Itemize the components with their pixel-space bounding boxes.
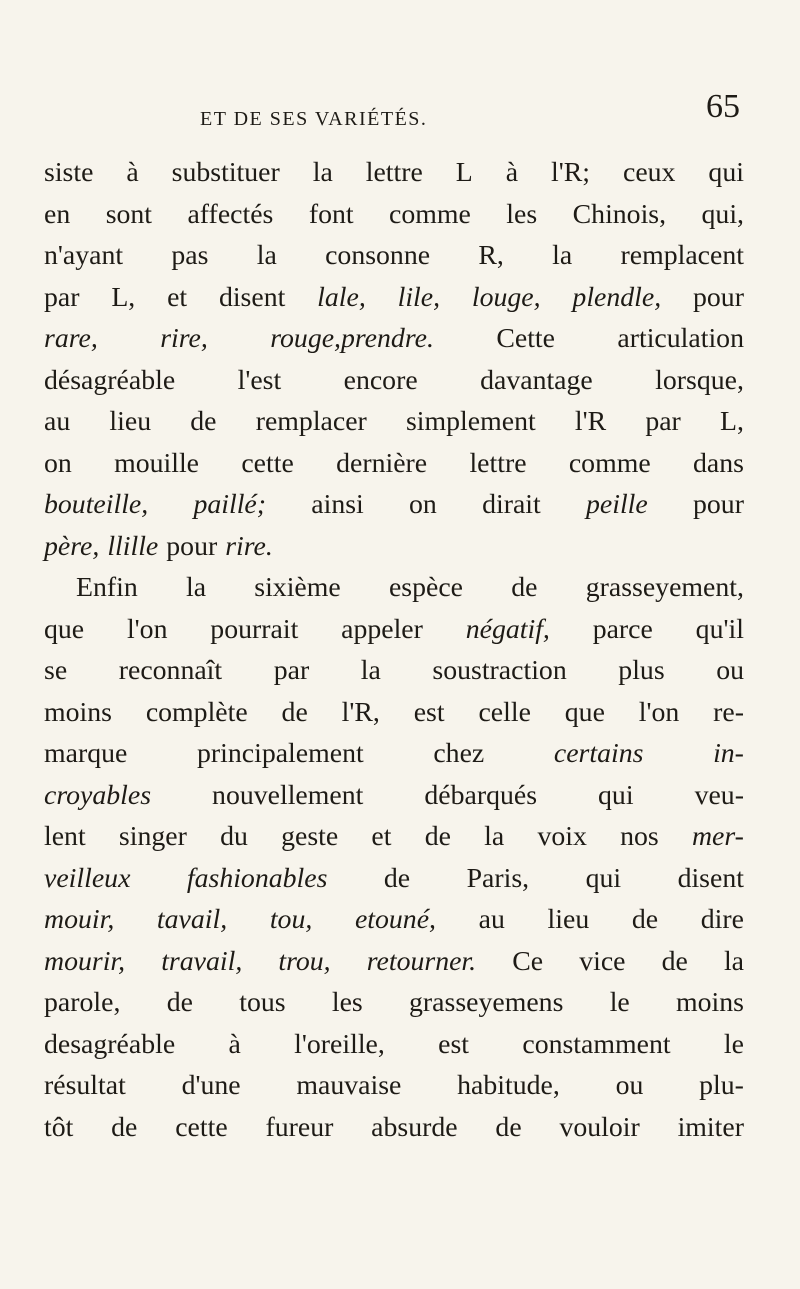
word: parole, <box>44 987 121 1018</box>
word: simplement <box>405 406 536 437</box>
word: Chinois, <box>572 198 667 230</box>
word: d'une <box>181 1070 241 1101</box>
word: qui <box>708 157 744 188</box>
text-line <box>44 1107 744 1149</box>
running-head: ET DE SES VARIÉTÉS. <box>200 108 428 130</box>
italic-word: paillé; <box>193 489 267 520</box>
italic-word: tavail, <box>156 904 228 935</box>
word: de <box>631 904 659 935</box>
text-line <box>44 941 744 983</box>
word: on <box>44 447 72 479</box>
word: davantage <box>480 364 593 396</box>
word: l'est <box>237 364 282 396</box>
italic-word: trou, <box>278 945 331 977</box>
word: vice <box>579 945 626 977</box>
word: L, <box>719 406 744 437</box>
word: dire <box>700 904 744 935</box>
word: de <box>166 987 193 1018</box>
word: Paris, <box>466 862 530 894</box>
text-line <box>44 318 744 360</box>
word: appeler <box>341 613 423 645</box>
word: à <box>126 157 139 188</box>
text-line <box>44 484 744 526</box>
word: de <box>661 945 688 977</box>
page-header <box>120 88 740 138</box>
word: qu'il <box>695 613 744 645</box>
word: ou <box>716 655 744 686</box>
word: plus <box>618 655 665 686</box>
word: que <box>564 696 605 728</box>
word: de <box>111 1111 138 1143</box>
word: marque <box>44 738 128 769</box>
italic-word: rire, <box>160 323 208 354</box>
word: chez <box>433 738 485 769</box>
word: se <box>44 655 68 686</box>
word: celle <box>478 696 531 728</box>
word: articulation <box>617 323 744 354</box>
word: disent <box>218 281 286 313</box>
italic-word: lale, <box>317 281 366 313</box>
word: lettre <box>365 157 423 188</box>
word: sont <box>105 198 153 230</box>
word: dans <box>692 447 744 479</box>
word: résultat <box>44 1070 126 1101</box>
word: la <box>552 240 573 271</box>
word: moins <box>676 987 744 1018</box>
word: lorsque, <box>655 364 744 396</box>
word: nos <box>620 821 659 852</box>
italic-word: travail, <box>161 945 243 977</box>
word: principalement <box>196 738 364 769</box>
word: ceux <box>622 157 676 188</box>
word: de <box>383 862 411 894</box>
word: le <box>609 987 630 1018</box>
word: cette <box>241 447 294 479</box>
word: l'R, <box>341 696 380 728</box>
word: l'R; <box>551 157 591 188</box>
word: font <box>308 198 354 230</box>
word: la <box>360 655 381 686</box>
italic-word: mer- <box>691 821 744 852</box>
word: l'R <box>574 406 607 437</box>
word: de <box>424 821 451 852</box>
word: re- <box>713 696 744 728</box>
italic-word: certains <box>553 738 644 769</box>
word: lieu <box>109 406 152 437</box>
word: parce <box>592 613 653 645</box>
word: constamment <box>522 1028 671 1060</box>
italic-word: mourir, <box>44 945 126 977</box>
word: lieu <box>547 904 590 935</box>
italic-word: louge, <box>471 281 541 313</box>
word: n'ayant <box>44 240 124 271</box>
word: par <box>645 406 681 437</box>
word: que <box>44 613 85 645</box>
text-line <box>44 401 744 443</box>
word: grasseyemens <box>409 987 564 1018</box>
word: de <box>190 406 217 437</box>
word: vouloir <box>559 1111 640 1143</box>
word: comme <box>389 198 471 230</box>
word: affectés <box>187 198 274 230</box>
word: à <box>505 157 519 188</box>
text-line <box>44 692 744 734</box>
word: veu- <box>694 779 744 811</box>
word: nouvellement <box>212 779 364 811</box>
text-line <box>44 1065 744 1107</box>
word: dirait <box>482 489 541 520</box>
word: à <box>228 1028 241 1060</box>
word: absurde <box>371 1111 458 1143</box>
text-line <box>44 567 744 609</box>
word: les <box>506 198 538 230</box>
word: disent <box>677 862 744 894</box>
word: de <box>495 1111 522 1143</box>
text-line <box>44 1024 744 1066</box>
italic-word: rouge,prendre. <box>270 323 434 354</box>
italic-word: tou, <box>269 904 313 935</box>
body-text <box>44 152 744 1148</box>
text-line <box>44 733 744 775</box>
word: la <box>256 240 277 271</box>
word: ou <box>615 1070 644 1101</box>
italic-word: négatif, <box>465 613 550 645</box>
word: desagréable <box>44 1028 176 1060</box>
text-line <box>44 152 744 194</box>
word: sixième <box>254 572 341 603</box>
word: cette <box>175 1111 228 1143</box>
word: la <box>185 572 207 603</box>
word: L, <box>111 281 136 313</box>
text-line <box>44 443 744 485</box>
page-number: 65 <box>706 88 740 125</box>
word: la <box>484 821 505 852</box>
word: L <box>455 157 473 188</box>
word: lent <box>44 821 86 852</box>
word: désagréable <box>44 364 176 396</box>
word: geste <box>281 821 339 852</box>
word: le <box>723 1028 744 1060</box>
word: pas <box>171 240 209 271</box>
word: fureur <box>265 1111 334 1143</box>
word: soustraction <box>432 655 567 686</box>
word: pourrait <box>210 613 299 645</box>
italic-word: rare, <box>44 323 98 354</box>
word: Cette <box>496 323 555 354</box>
italic-word: lile, <box>397 281 441 313</box>
word: imiter <box>677 1111 744 1143</box>
word: les <box>331 987 363 1018</box>
word: l'on <box>126 613 168 645</box>
word: est <box>413 696 445 728</box>
word: la <box>723 945 744 977</box>
italic-word: mouir, <box>44 904 115 935</box>
word: singer <box>118 821 187 852</box>
word: Enfin <box>76 572 138 603</box>
word: débarqués <box>424 779 538 811</box>
word: tous <box>239 987 286 1018</box>
word: voix <box>537 821 587 852</box>
word: encore <box>343 364 418 396</box>
word: l'oreille, <box>294 1028 385 1060</box>
word: remplacer <box>255 406 367 437</box>
word: par <box>44 281 80 313</box>
text-line <box>44 816 744 858</box>
italic-word: peille <box>586 489 648 520</box>
word: comme <box>568 447 651 479</box>
italic-word: etouné, <box>354 904 436 935</box>
italic-word: rire. <box>225 530 273 562</box>
word: siste <box>44 157 94 188</box>
word: ainsi <box>311 489 364 520</box>
word: tôt <box>44 1111 74 1143</box>
italic-word: plendle, <box>572 281 662 313</box>
text-line <box>44 526 744 568</box>
word: pour <box>693 281 744 313</box>
word: mouille <box>114 447 200 479</box>
word: qui, <box>701 198 744 230</box>
text-line <box>44 650 744 692</box>
word: la <box>312 157 333 188</box>
italic-word: llille <box>107 530 159 562</box>
word: plu- <box>699 1070 744 1101</box>
text-line <box>44 360 744 402</box>
word: mauvaise <box>296 1070 402 1101</box>
word: Ce <box>512 945 544 977</box>
word: substituer <box>171 157 280 188</box>
word: grasseyement, <box>585 572 744 603</box>
word: lettre <box>469 447 527 479</box>
text-line <box>44 982 744 1024</box>
word: en <box>44 198 71 230</box>
italic-word: croyables <box>44 779 152 811</box>
text-line <box>44 235 744 277</box>
word: et <box>371 821 392 852</box>
italic-word: père, <box>44 530 100 562</box>
word: est <box>438 1028 470 1060</box>
word: remplacent <box>620 240 744 271</box>
word: au <box>44 406 71 437</box>
word: R, <box>478 240 504 271</box>
word: complète <box>145 696 248 728</box>
text-line <box>44 194 744 236</box>
word: au <box>478 904 505 935</box>
word: de <box>281 696 308 728</box>
word: habitude, <box>457 1070 560 1101</box>
word: dernière <box>336 447 428 479</box>
word: qui <box>585 862 622 894</box>
text-line <box>44 609 744 651</box>
italic-word: fashionables <box>186 862 328 894</box>
word: pour <box>166 530 218 562</box>
italic-word: veilleux <box>44 862 131 894</box>
word: espèce <box>388 572 464 603</box>
word: moins <box>44 696 112 728</box>
word: on <box>409 489 437 520</box>
word: reconnaît <box>118 655 223 686</box>
word: pour <box>693 489 744 520</box>
word: du <box>220 821 248 852</box>
word: consonne <box>325 240 431 271</box>
text-line <box>44 858 744 900</box>
word: par <box>273 655 310 686</box>
word: qui <box>598 779 634 811</box>
italic-word: bouteille, <box>44 489 149 520</box>
italic-word: in- <box>713 738 744 769</box>
italic-word: retourner. <box>366 945 477 977</box>
text-line <box>44 775 744 817</box>
text-line <box>44 899 744 941</box>
word: de <box>511 572 538 603</box>
text-line <box>44 277 744 319</box>
word: et <box>167 281 188 313</box>
word: l'on <box>638 696 680 728</box>
